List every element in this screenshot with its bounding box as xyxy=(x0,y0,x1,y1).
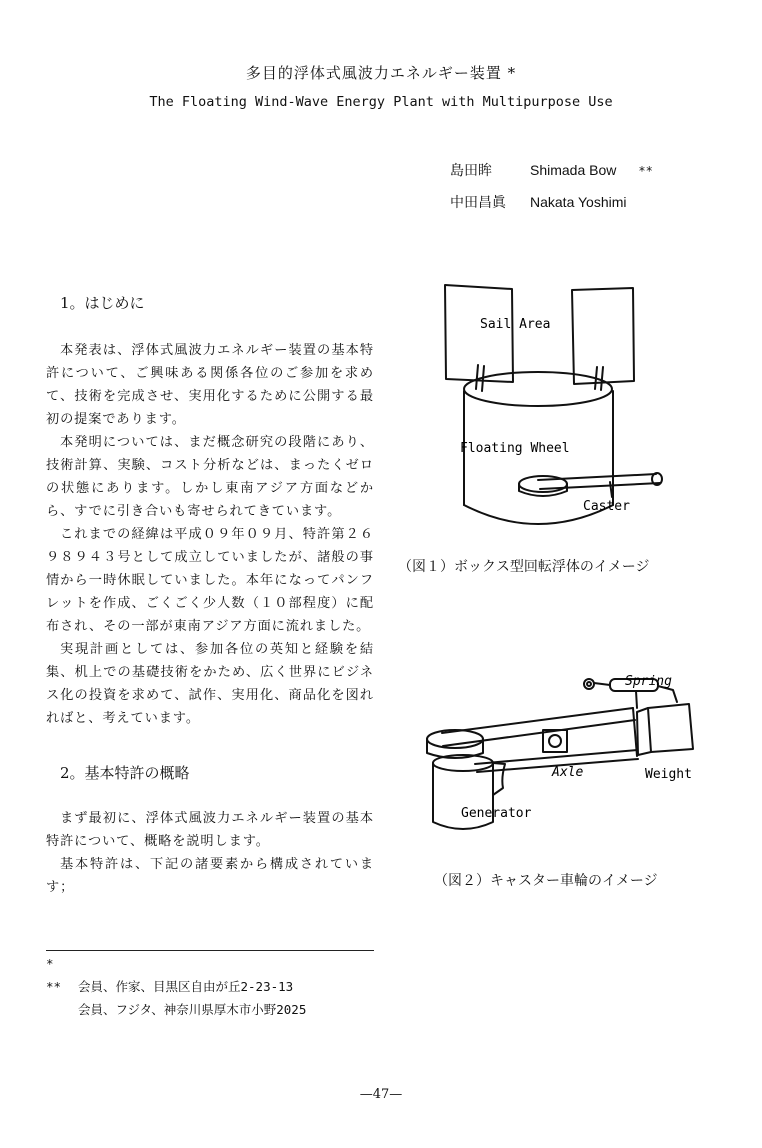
figure-2-illustration xyxy=(415,660,715,845)
author-2-name-en: Nakata Yoshimi xyxy=(530,194,627,210)
wheel-top xyxy=(464,372,612,406)
author-1 xyxy=(450,160,653,180)
footnote-mark: * xyxy=(46,956,54,971)
figure-2-caption: （図２）キャスター車輪のイメージ xyxy=(434,873,658,889)
footnote-rule xyxy=(46,950,374,951)
section-2-heading: 2。基本特許の概略 xyxy=(60,764,190,782)
footnote-1 xyxy=(46,956,54,971)
weight-box xyxy=(648,704,693,752)
paragraph: 実現計画としては、参加各位の英知と経験を結集、机上での基礎技術をかため、広く世界にビジネス化の投資を求めて、試作、実用化、商品化を図れればと、考えています。 xyxy=(46,642,374,726)
footnote-text: 会員、作家、目黒区自由が丘2-23-13 xyxy=(78,979,294,994)
label-floating-wheel: Floating Wheel xyxy=(460,441,570,456)
paragraph: これまでの経緯は平成０９年０９月、特許第２６９８９４３号として成立していましたが、諸般の事情から一時休眠していました。本年になってパンフレットを作成、ごくごく少人数（１０部程度）に配布され、その一部が東南アジア方面に流れました。 xyxy=(46,527,374,634)
label-axle: Axle xyxy=(552,765,584,780)
footnote-mark: ** xyxy=(46,979,62,994)
figure-1-caption: （図１）ボックス型回転浮体のイメージ xyxy=(398,559,650,575)
author-1-mark: ** xyxy=(638,164,653,178)
paragraph: まず最初に、浮体式風波力エネルギー装置の基本特許について、概略を説明します。 xyxy=(46,811,374,849)
author-2 xyxy=(450,192,627,212)
footnote-3 xyxy=(46,1000,306,1018)
title-english: The Floating Wind-Wave Energy Plant with Multipurpose Use xyxy=(149,94,613,110)
label-weight: Weight xyxy=(645,767,692,782)
title-japanese: 多目的浮体式風波力エネルギー装置 * xyxy=(245,64,517,82)
page-number: —47— xyxy=(359,1087,403,1102)
paragraph: 本発表は、浮体式風波力エネルギー装置の基本特許について、ご興味ある関係各位のご参加を求めて、技術を完成させ、実用化するために公開する最初の提案であります。 xyxy=(46,343,374,427)
author-1-name-jp: 島田眸 xyxy=(450,163,492,179)
section-2-body xyxy=(46,807,374,899)
author-1-name-en: Shimada Bow xyxy=(530,162,617,178)
paragraph: 基本特許は、下記の諸要素から構成されています； xyxy=(46,857,374,895)
paragraph: 本発明については、まだ概念研究の段階にあり、技術計算、実験、コスト分析などは、まったくゼロの状態にあります。しかし東南アジア方面などから、すでに引き合いも寄せられてきています。 xyxy=(46,435,374,519)
section-1-heading: 1。はじめに xyxy=(60,294,145,312)
footnote-text: 会員、フジタ、神奈川県厚木市小野2025 xyxy=(78,1002,307,1017)
label-sail-area: Sail Area xyxy=(480,317,551,332)
label-generator: Generator xyxy=(461,806,532,821)
section-1-body xyxy=(46,339,374,730)
author-2-name-jp: 中田昌眞 xyxy=(450,195,506,211)
label-spring: Spring xyxy=(625,674,672,689)
footnote-2 xyxy=(46,977,293,995)
sail-left xyxy=(445,285,513,382)
label-caster: Caster xyxy=(583,499,630,514)
figure-1-illustration xyxy=(420,275,720,545)
